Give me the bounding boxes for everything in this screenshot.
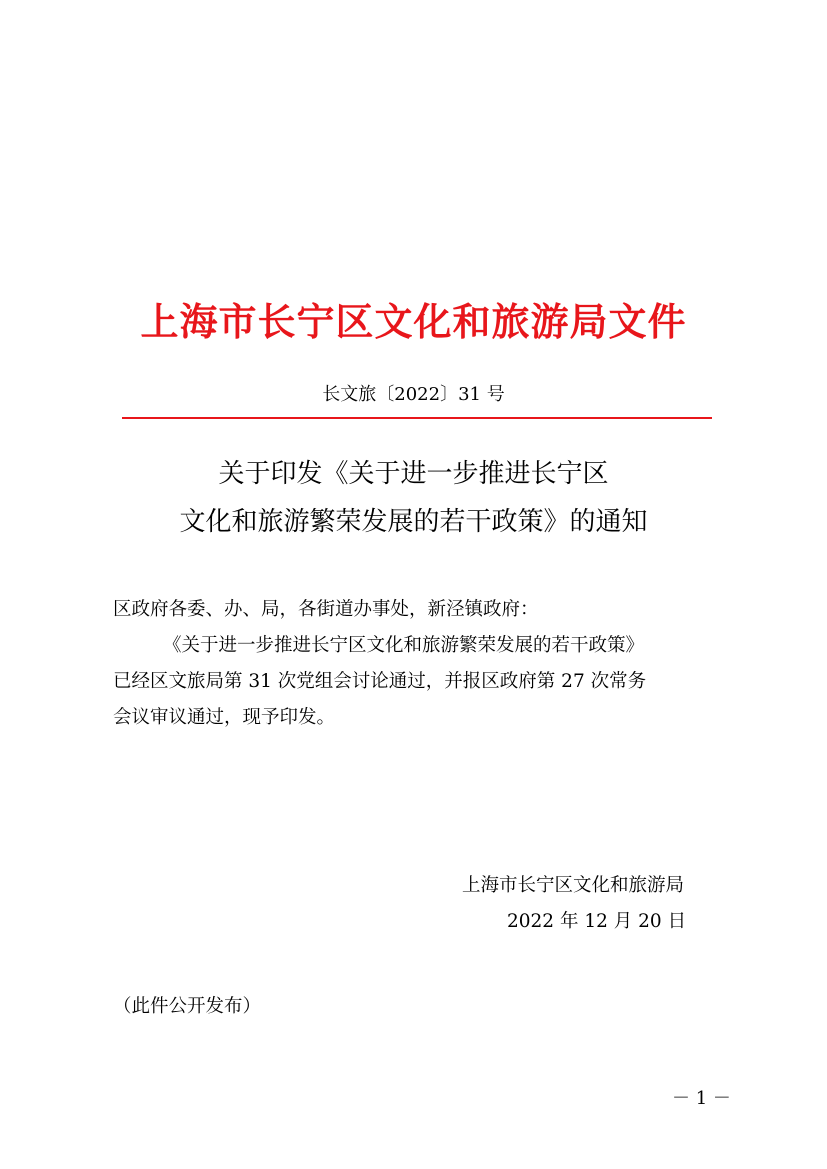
signature-organization: 上海市长宁区文化和旅游局 — [462, 875, 685, 896]
document-number: 长文旅〔2022〕31 号 — [322, 384, 505, 405]
red-divider-line — [122, 417, 712, 419]
body-paragraph — [113, 628, 723, 736]
body-paragraph-line-1: 《关于进一步推进长宁区文化和旅游繁荣发展的若干政策》 — [163, 635, 645, 656]
public-release-note: （此件公开发布） — [113, 996, 262, 1017]
salutation: 区政府各委、办、局，各街道办事处，新泾镇政府： — [113, 599, 539, 620]
page-number: － 1 － — [672, 1088, 731, 1109]
signature-date: 2022 年 12 月 20 日 — [507, 911, 687, 932]
issuer-title: 上海市长宁区文化和旅游局文件 — [140, 299, 687, 344]
document-title-line-1: 关于印发《关于进一步推进长宁区 — [218, 459, 609, 489]
body-paragraph-line-2: 已经区文旅局第 31 次党组会讨论通过，并报区政府第 27 次常务 — [113, 671, 647, 692]
document-title-line-2: 文化和旅游繁荣发展的若干政策》的通知 — [179, 507, 648, 537]
signature-block — [462, 868, 762, 940]
document-title — [0, 450, 827, 546]
body-paragraph-line-3: 会议审议通过，现予印发。 — [113, 707, 336, 728]
